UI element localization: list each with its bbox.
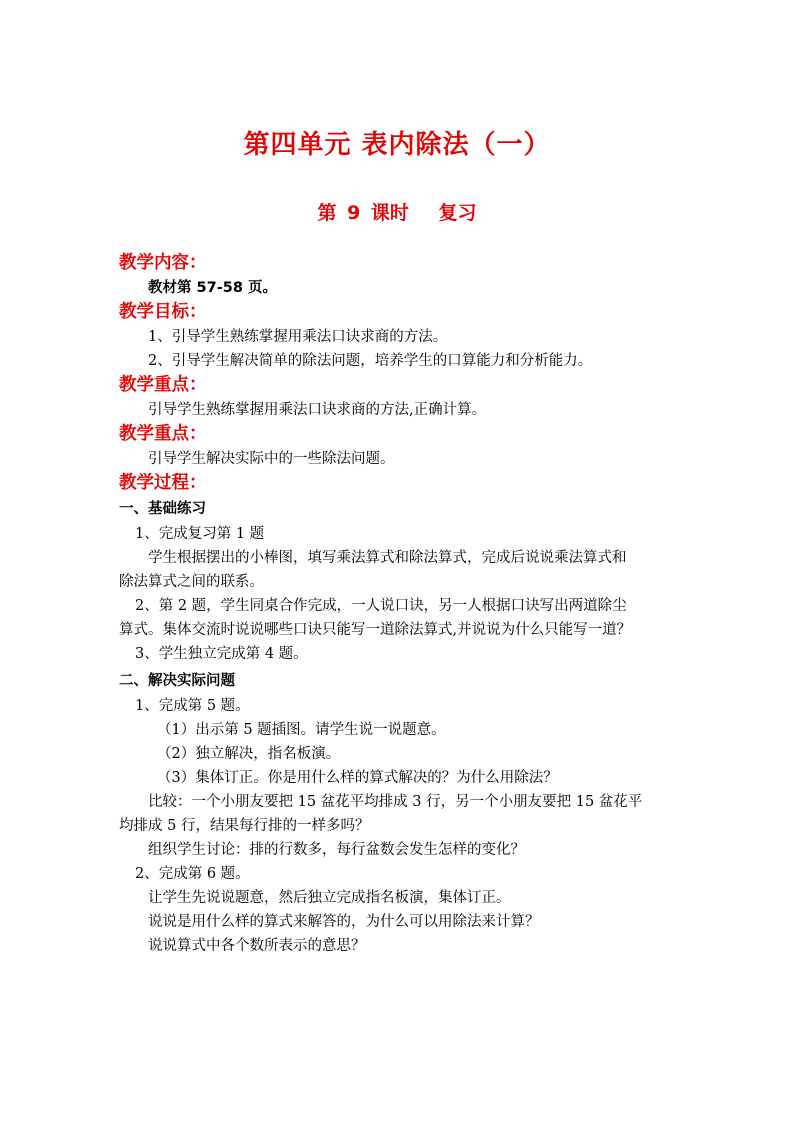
- part2-compare: 比较：一个小朋友要把 15 盆花平均排成 3 行，另一个小朋友要把 15 盆花平: [148, 794, 643, 810]
- part1-item-1-text: 学生根据摆出的小棒图，填写乘法算式和除法算式，完成后说说乘法算式和: [148, 550, 627, 566]
- part2-item-2-text-1: 让学生先说说题意，然后独立完成指名板演，集体订正。: [148, 890, 511, 906]
- teaching-content-text: 教材第 57-58 页。: [148, 280, 277, 296]
- part2-item-2: 2、完成第 6 题。: [135, 866, 250, 882]
- part2-discuss: 组织学生讨论：排的行数多，每行盆数会发生怎样的变化？: [148, 842, 525, 858]
- part2-item-2-text-2: 说说是用什么样的算式来解答的，为什么可以用除法来计算？: [148, 914, 540, 930]
- teaching-key-heading-2: 教学重点：: [119, 424, 207, 444]
- part1-heading: 一、基础练习: [119, 501, 206, 517]
- teaching-key-text-2: 引导学生解决实际中的一些除法问题。: [148, 451, 395, 467]
- unit-title: 第四单元 表内除法（一）: [243, 130, 551, 160]
- part2-step-1: （1）出示第 5 题插图。请学生说一说题意。: [157, 722, 446, 738]
- part2-heading: 二、解决实际问题: [119, 673, 235, 689]
- lesson-subtitle: 第 9 课时 复习: [317, 202, 477, 224]
- teaching-content-heading: 教学内容：: [119, 253, 207, 273]
- teaching-key-text: 引导学生熟练掌握用乘法口诀求商的方法,正确计算。: [148, 402, 487, 418]
- teaching-key-heading: 教学重点：: [119, 375, 207, 395]
- part1-item-1: 1、完成复习第 1 题: [135, 526, 265, 542]
- part2-step-3: （3）集体订正。你是用什么样的算式解决的？为什么用除法？: [157, 770, 558, 786]
- part2-step-2: （2）独立解决，指名板演。: [157, 746, 341, 762]
- part1-item-3: 3、学生独立完成第 4 题。: [135, 646, 308, 662]
- part2-item-1: 1、完成第 5 题。: [135, 698, 250, 714]
- part1-item-2-cont: 算式。集体交流时说说哪些口诀只能写一道除法算式,并说说为什么只能写一道？: [119, 622, 632, 638]
- part2-item-2-text-3: 说说算式中各个数所表示的意思？: [148, 938, 366, 954]
- part1-item-2: 2、第 2 题，学生同桌合作完成，一人说口诀，另一人根据口诀写出两道除尘: [135, 598, 627, 614]
- teaching-process-heading: 教学过程：: [119, 473, 207, 493]
- teaching-goals-heading: 教学目标：: [119, 302, 207, 322]
- part1-item-1-text-cont: 除法算式之间的联系。: [119, 574, 264, 590]
- lesson-content: [119, 251, 689, 958]
- part2-compare-cont: 均排成 5 行，结果每行排的一样多吗？: [119, 818, 370, 834]
- goal-item-1: 1、引导学生熟练掌握用乘法口诀求商的方法。: [148, 329, 448, 345]
- goal-item-2: 2、引导学生解决简单的除法问题，培养学生的口算能力和分析能力。: [148, 353, 593, 369]
